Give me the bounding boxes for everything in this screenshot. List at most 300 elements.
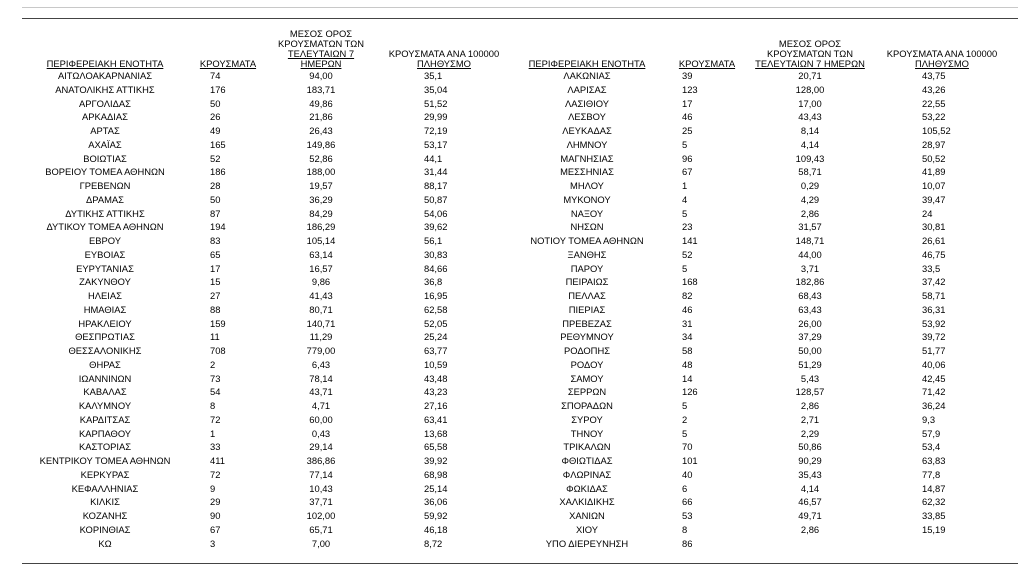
- left-avg7-cell: [268, 275, 374, 289]
- cell-value: 36,31: [922, 303, 946, 315]
- right-cases-cell: 1: [682, 180, 688, 191]
- right-per100k-cell: [866, 193, 1018, 207]
- right-per100k-cell: [866, 509, 1018, 523]
- cell-value: 58,71: [922, 290, 946, 301]
- cell-value: 24: [922, 207, 933, 219]
- cell-value: 6,43: [311, 358, 331, 370]
- cell-value: 90,29: [798, 455, 822, 466]
- cell-value: 63,14: [309, 248, 333, 260]
- cell-value: 36,8: [424, 276, 443, 288]
- left-avg7-cell: [268, 537, 374, 551]
- left-avg7-cell: [268, 344, 374, 358]
- cell-value: 56,1: [424, 235, 443, 246]
- right-region-cell: ΝΗΣΩΝ: [570, 221, 604, 233]
- cell-value: 36,24: [922, 400, 946, 411]
- left-region-cell: ΚΑΡΔΙΤΣΑΣ: [79, 413, 131, 425]
- cell-value: 65,71: [309, 523, 333, 535]
- left-per100k-cell: [374, 138, 514, 152]
- right-region-cell: ΜΗΛΟΥ: [570, 180, 604, 191]
- right-per100k-cell: [866, 152, 1018, 166]
- left-cases-cell: 72: [210, 413, 221, 425]
- right-avg7-cell: [754, 344, 866, 358]
- left-cases-cell: 3: [210, 537, 216, 549]
- left-avg7-cell: [268, 152, 374, 166]
- table-row: [22, 303, 1018, 317]
- left-region-cell: ΔΡΑΜΑΣ: [86, 193, 124, 205]
- left-per100k-cell: [374, 165, 514, 179]
- left-cases-cell: 54: [210, 386, 221, 398]
- left-avg7-cell: [268, 165, 374, 179]
- right-per100k-cell: [866, 69, 1018, 83]
- cell-value: 2,86: [800, 523, 820, 535]
- table-row: [22, 440, 1018, 454]
- right-cases-cell: 17: [682, 97, 693, 109]
- cell-value: 36,29: [309, 193, 333, 205]
- left-avg7-cell: [268, 413, 374, 427]
- left-per100k-cell: [374, 358, 514, 372]
- table-row: [22, 83, 1018, 97]
- table-row: [22, 138, 1018, 152]
- left-per100k-cell: [374, 399, 514, 413]
- cell-value: 182,86: [795, 276, 825, 288]
- left-cases-cell: 65: [210, 248, 221, 260]
- cell-value: 39,92: [424, 455, 448, 466]
- cell-value: 37,42: [922, 276, 946, 288]
- cell-value: 57,9: [922, 427, 941, 439]
- left-avg7-cell: [268, 69, 374, 83]
- cell-value: 39,47: [922, 193, 946, 205]
- right-region-cell: ΛΕΣΒΟΥ: [568, 111, 606, 123]
- table-row: [22, 482, 1018, 496]
- right-per100k-cell: [866, 220, 1018, 234]
- right-avg7-cell: [754, 372, 866, 386]
- cell-value: 88,17: [424, 180, 448, 191]
- cell-value: 58,71: [798, 166, 822, 178]
- left-avg7-cell: [268, 193, 374, 207]
- right-per100k-cell: [866, 385, 1018, 399]
- cell-value: 26,00: [798, 317, 822, 329]
- cell-value: 21,86: [309, 111, 333, 123]
- cell-value: 51,52: [424, 97, 448, 109]
- cell-value: 35,43: [798, 468, 822, 480]
- left-cases-cell: 708: [210, 345, 226, 356]
- cell-value: 0,29: [800, 180, 820, 191]
- cell-value: 2,71: [800, 413, 820, 425]
- right-region-cell: ΝΟΤΙΟΥ ΤΟΜΕΑ ΑΘΗΝΩΝ: [530, 235, 644, 246]
- right-avg7-cell: [754, 138, 866, 152]
- right-avg7-cell: [754, 165, 866, 179]
- cell-value: 29,14: [309, 441, 333, 453]
- header-region-left: ΠΕΡΙΦΕΡΕΙΑΚΗ ΕΝΟΤΗΤΑ: [46, 58, 164, 69]
- left-per100k-cell: [374, 124, 514, 138]
- cell-value: 102,00: [306, 510, 336, 521]
- right-per100k-cell: [866, 262, 1018, 276]
- cell-value: 77,8: [922, 468, 941, 480]
- table-row: [22, 165, 1018, 179]
- cell-value: 84,29: [309, 207, 333, 219]
- right-per100k-cell: [866, 468, 1018, 482]
- cell-value: 140,71: [306, 317, 336, 329]
- right-per100k-cell: [866, 440, 1018, 454]
- table-row: [22, 275, 1018, 289]
- right-region-cell: ΧΑΝΙΩΝ: [569, 510, 605, 521]
- header-per100k-right: ΚΡΟΥΣΜΑΤΑ ΑΝΑ 100000 ΠΛΗΘΥΣΜΟ: [886, 48, 998, 69]
- cell-value: 68,98: [424, 468, 448, 480]
- cell-value: 42,45: [922, 372, 946, 384]
- left-per100k-cell: [374, 193, 514, 207]
- left-region-cell: ΑΙΤΩΛΟΑΚΑΡΝΑΝΙΑΣ: [57, 70, 153, 81]
- cell-value: 20,71: [798, 70, 822, 81]
- right-region-cell: ΣΑΜΟΥ: [570, 372, 604, 384]
- left-per100k-cell: [374, 440, 514, 454]
- left-avg7-cell: [268, 468, 374, 482]
- right-per100k-cell: [866, 124, 1018, 138]
- table-row: [22, 372, 1018, 386]
- cell-value: 4,14: [800, 138, 820, 150]
- table-row: [22, 468, 1018, 482]
- left-avg7-cell: [268, 289, 374, 303]
- right-per100k-cell: [866, 482, 1018, 496]
- left-region-cell: ΚΕΡΚΥΡΑΣ: [80, 468, 130, 480]
- top-rule: [22, 18, 1018, 19]
- right-avg7-cell: [754, 523, 866, 537]
- table-row: [22, 523, 1018, 537]
- cell-value: 52,05: [424, 317, 448, 329]
- right-region-cell: ΡΟΔΟΠΗΣ: [563, 345, 611, 356]
- table-row: [22, 454, 1018, 468]
- header-avg7-left: ΜΕΣΟΣ ΟΡΟΣ ΚΡΟΥΣΜΑΤΩΝ ΤΩΝ ΤΕΛΕΥΤΑΙΩΝ 7 ΗΜΕΡΩΝ: [277, 28, 365, 69]
- right-per100k-cell: [866, 97, 1018, 111]
- left-cases-cell: 88: [210, 303, 221, 315]
- cell-value: 26,43: [309, 125, 333, 136]
- left-region-cell: ΑΝΑΤΟΛΙΚΗΣ ΑΤΤΙΚΗΣ: [55, 83, 155, 95]
- left-cases-cell: 29: [210, 496, 221, 508]
- cell-value: 41,43: [309, 290, 333, 301]
- cell-value: 19,57: [309, 180, 333, 191]
- table-row: [22, 509, 1018, 523]
- cell-value: 7,00: [311, 537, 331, 549]
- left-avg7-cell: [268, 110, 374, 124]
- left-region-cell: ΔΥΤΙΚΗΣ ΑΤΤΙΚΗΣ: [65, 207, 145, 219]
- right-per100k-cell: [866, 427, 1018, 441]
- right-avg7-cell: [754, 262, 866, 276]
- cell-value: 43,26: [922, 83, 946, 95]
- left-per100k-cell: [374, 495, 514, 509]
- cell-value: 54,06: [424, 207, 448, 219]
- cell-value: 80,71: [309, 303, 333, 315]
- right-avg7-cell: [754, 509, 866, 523]
- left-region-cell: ΗΜΑΘΙΑΣ: [83, 303, 127, 315]
- cell-value: 77,14: [309, 468, 333, 480]
- right-region-cell: ΣΕΡΡΩΝ: [567, 386, 607, 398]
- left-per100k-cell: [374, 83, 514, 97]
- right-per100k-cell: [866, 358, 1018, 372]
- cell-value: 11,29: [309, 331, 333, 343]
- right-cases-cell: 5: [682, 138, 688, 150]
- right-avg7-cell: [754, 399, 866, 413]
- left-per100k-cell: [374, 275, 514, 289]
- cell-value: 29,99: [424, 111, 448, 123]
- left-cases-cell: 26: [210, 111, 221, 123]
- cell-value: 779,00: [306, 345, 336, 356]
- table-row: [22, 399, 1018, 413]
- right-avg7-cell: [754, 275, 866, 289]
- left-region-cell: ΚΑΛΥΜΝΟΥ: [78, 400, 132, 411]
- cell-value: 78,14: [309, 372, 333, 384]
- cell-value: 53,17: [424, 138, 448, 150]
- right-per100k-cell: [866, 399, 1018, 413]
- cell-value: 65,58: [424, 441, 448, 453]
- left-per100k-cell: [374, 303, 514, 317]
- left-per100k-cell: [374, 179, 514, 193]
- left-cases-cell: 9: [210, 482, 216, 494]
- left-region-cell: ΚΕΦΑΛΛΗΝΙΑΣ: [71, 482, 139, 494]
- right-cases-cell: 52: [682, 248, 693, 260]
- cell-value: 9,86: [311, 276, 331, 288]
- left-cases-cell: 73: [210, 372, 221, 384]
- header-cases-left: ΚΡΟΥΣΜΑΤΑ: [199, 58, 257, 69]
- cell-value: 35,1: [424, 70, 443, 81]
- right-cases-cell: 5: [682, 262, 688, 274]
- cell-value: 49,86: [309, 97, 333, 109]
- header-region-right: ΠΕΡΙΦΕΡΕΙΑΚΗ ΕΝΟΤΗΤΑ: [528, 58, 646, 69]
- cell-value: 10,07: [922, 180, 946, 191]
- right-region-cell: ΜΑΓΝΗΣΙΑΣ: [560, 152, 614, 164]
- right-avg7-cell: [754, 97, 866, 111]
- left-per100k-cell: [374, 372, 514, 386]
- header-row: [22, 29, 1018, 69]
- cell-value: 4,29: [800, 193, 820, 205]
- right-avg7-cell: [754, 385, 866, 399]
- right-region-cell: ΝΑΞΟΥ: [570, 207, 604, 219]
- left-region-cell: ΕΥΒΟΙΑΣ: [84, 248, 126, 260]
- right-avg7-cell: [754, 317, 866, 331]
- right-cases-cell: 40: [682, 468, 693, 480]
- cell-value: 386,86: [306, 455, 336, 466]
- table-row: [22, 289, 1018, 303]
- right-cases-cell: 96: [682, 152, 693, 164]
- left-region-cell: ΑΡΓΟΛΙΔΑΣ: [79, 97, 131, 109]
- left-region-cell: ΘΗΡΑΣ: [89, 358, 121, 370]
- left-avg7-cell: [268, 303, 374, 317]
- cell-value: 3,71: [800, 262, 820, 274]
- right-cases-cell: 46: [682, 303, 693, 315]
- right-avg7-cell: [754, 303, 866, 317]
- right-avg7-cell: [754, 413, 866, 427]
- right-cases-cell: 126: [682, 386, 698, 398]
- right-avg7-cell: [754, 454, 866, 468]
- right-region-cell: ΤΡΙΚΑΛΩΝ: [563, 441, 611, 453]
- cell-value: 53,4: [922, 441, 941, 453]
- table-row: [22, 110, 1018, 124]
- right-per100k-cell: [866, 495, 1018, 509]
- right-region-cell: ΠΑΡΟΥ: [570, 262, 604, 274]
- cell-value: 63,83: [922, 455, 946, 466]
- right-cases-cell: 5: [682, 427, 688, 439]
- right-avg7-cell: [754, 358, 866, 372]
- left-avg7-cell: [268, 358, 374, 372]
- cell-value: 5,43: [800, 372, 820, 384]
- right-cases-cell: 14: [682, 372, 693, 384]
- left-region-cell: ΒΟΡΕΙΟΥ ΤΟΜΕΑ ΑΘΗΝΩΝ: [45, 166, 165, 178]
- table-row: [22, 193, 1018, 207]
- left-avg7-cell: [268, 124, 374, 138]
- cell-value: 30,81: [922, 221, 946, 233]
- left-region-cell: ΚΩ: [98, 537, 112, 549]
- left-per100k-cell: [374, 97, 514, 111]
- cell-value: 105,52: [922, 125, 951, 136]
- left-avg7-cell: [268, 83, 374, 97]
- right-region-cell: ΧΙΟΥ: [575, 523, 599, 535]
- cell-value: 46,57: [798, 496, 822, 508]
- left-per100k-cell: [374, 289, 514, 303]
- cell-value: 52,86: [309, 152, 333, 164]
- left-region-cell: ΔΥΤΙΚΟΥ ΤΟΜΕΑ ΑΘΗΝΩΝ: [46, 221, 164, 233]
- right-cases-cell: 23: [682, 221, 693, 233]
- left-avg7-cell: [268, 372, 374, 386]
- right-avg7-cell: [754, 83, 866, 97]
- right-per100k-cell: [866, 317, 1018, 331]
- table-row: [22, 344, 1018, 358]
- left-per100k-cell: [374, 523, 514, 537]
- right-per100k-cell: [866, 372, 1018, 386]
- left-region-cell: ΚΙΛΚΙΣ: [90, 496, 120, 508]
- left-per100k-cell: [374, 152, 514, 166]
- right-cases-cell: 2: [682, 413, 688, 425]
- left-region-cell: ΓΡΕΒΕΝΩΝ: [79, 180, 131, 191]
- cell-value: 15,19: [922, 523, 946, 535]
- right-avg7-cell: [754, 440, 866, 454]
- cell-value: 109,43: [795, 152, 825, 164]
- left-region-cell: ΘΕΣΠΡΩΤΙΑΣ: [75, 331, 135, 343]
- cell-value: 39,62: [424, 221, 448, 233]
- cell-value: 8,72: [424, 537, 443, 549]
- cell-value: 37,71: [309, 496, 333, 508]
- right-region-cell: ΠΕΛΛΑΣ: [568, 290, 606, 301]
- left-cases-cell: 2: [210, 358, 216, 370]
- right-cases-cell: 141: [682, 235, 698, 246]
- cell-value: 33,5: [922, 262, 941, 274]
- left-region-cell: ΗΡΑΚΛΕΙΟΥ: [78, 317, 132, 329]
- cell-value: 53,92: [922, 317, 946, 329]
- right-avg7-cell: [754, 234, 866, 248]
- cell-value: 50,00: [798, 345, 822, 356]
- left-per100k-cell: [374, 454, 514, 468]
- cell-value: 35,04: [424, 83, 448, 95]
- right-cases-cell: 86: [682, 537, 693, 549]
- left-cases-cell: 186: [210, 166, 226, 178]
- table-row: [22, 385, 1018, 399]
- cell-value: 31,57: [798, 221, 822, 233]
- left-per100k-cell: [374, 262, 514, 276]
- bottom-rule: [22, 563, 1018, 564]
- left-avg7-cell: [268, 495, 374, 509]
- left-per100k-cell: [374, 317, 514, 331]
- right-per100k-cell: [866, 289, 1018, 303]
- top-rule-light: [22, 7, 1018, 8]
- right-per100k-cell: [866, 413, 1018, 427]
- table-row: [22, 220, 1018, 234]
- right-cases-cell: 5: [682, 207, 688, 219]
- cell-value: 183,71: [306, 83, 336, 95]
- left-cases-cell: 83: [210, 235, 221, 246]
- right-region-cell: ΛΑΣΙΘΙΟΥ: [564, 97, 610, 109]
- right-cases-cell: 58: [682, 345, 693, 356]
- right-per100k-cell: [866, 83, 1018, 97]
- cell-value: 46,75: [922, 248, 946, 260]
- cell-value: 37,29: [798, 331, 822, 343]
- cell-value: 30,83: [424, 248, 448, 260]
- left-avg7-cell: [268, 482, 374, 496]
- header-per100k-left: ΚΡΟΥΣΜΑΤΑ ΑΝΑ 100000 ΠΛΗΘΥΣΜΟ: [388, 48, 500, 69]
- right-region-cell: ΦΛΩΡΙΝΑΣ: [562, 468, 612, 480]
- cell-value: 51,77: [922, 345, 946, 356]
- left-cases-cell: 8: [210, 400, 216, 411]
- right-region-cell: ΜΕΣΣΗΝΙΑΣ: [560, 166, 614, 178]
- cell-value: 68,43: [798, 290, 822, 301]
- right-avg7-cell: [754, 330, 866, 344]
- cell-value: 26,61: [922, 235, 946, 246]
- right-per100k-cell: [866, 330, 1018, 344]
- left-region-cell: ΑΡΤΑΣ: [90, 125, 120, 136]
- right-avg7-cell: [754, 193, 866, 207]
- left-avg7-cell: [268, 427, 374, 441]
- right-per100k-cell: [866, 138, 1018, 152]
- left-per100k-cell: [374, 69, 514, 83]
- left-cases-cell: 165: [210, 138, 226, 150]
- left-per100k-cell: [374, 427, 514, 441]
- left-avg7-cell: [268, 248, 374, 262]
- cell-value: 33,85: [922, 510, 946, 521]
- left-avg7-cell: [268, 454, 374, 468]
- covid-cases-table: [22, 29, 1018, 550]
- left-avg7-cell: [268, 138, 374, 152]
- right-region-cell: ΠΡΕΒΕΖΑΣ: [562, 317, 612, 329]
- right-per100k-cell: [866, 110, 1018, 124]
- cell-value: 16,95: [424, 290, 448, 301]
- right-region-cell: ΜΥΚΟΝΟΥ: [563, 193, 611, 205]
- right-per100k-cell: [866, 523, 1018, 537]
- cell-value: 43,23: [424, 386, 448, 398]
- left-avg7-cell: [268, 179, 374, 193]
- left-region-cell: ΑΧΑΪΑΣ: [88, 138, 122, 150]
- right-cases-cell: 101: [682, 455, 698, 466]
- left-cases-cell: 74: [210, 70, 221, 81]
- left-region-cell: ΚΑΣΤΟΡΙΑΣ: [78, 441, 132, 453]
- table-row: [22, 179, 1018, 193]
- right-per100k-cell: [866, 303, 1018, 317]
- left-per100k-cell: [374, 413, 514, 427]
- right-avg7-cell: [754, 220, 866, 234]
- right-cases-cell: 53: [682, 510, 693, 521]
- cell-value: 4,14: [800, 482, 820, 494]
- right-cases-cell: 6: [682, 482, 688, 494]
- cell-value: 43,71: [309, 386, 333, 398]
- right-avg7-cell: [754, 289, 866, 303]
- right-region-cell: ΛΕΥΚΑΔΑΣ: [562, 125, 612, 136]
- right-region-cell: ΡΕΘΥΜΝΟΥ: [560, 331, 614, 343]
- cell-value: 40,06: [922, 358, 946, 370]
- left-avg7-cell: [268, 330, 374, 344]
- cell-value: 13,68: [424, 427, 448, 439]
- cell-value: 2,86: [800, 207, 820, 219]
- cell-value: 10,43: [309, 482, 333, 494]
- left-per100k-cell: [374, 110, 514, 124]
- left-per100k-cell: [374, 344, 514, 358]
- right-per100k-cell: [866, 165, 1018, 179]
- left-cases-cell: 72: [210, 468, 221, 480]
- cell-value: 2,86: [800, 400, 820, 411]
